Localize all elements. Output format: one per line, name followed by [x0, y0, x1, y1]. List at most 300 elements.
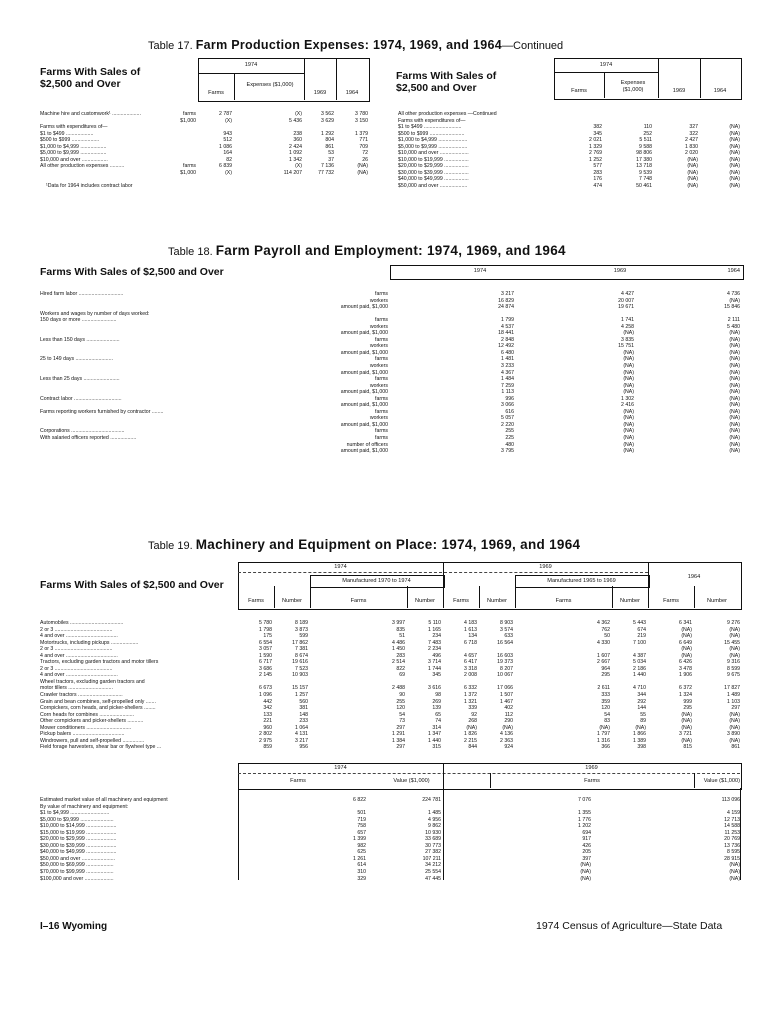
- row-value: 83: [604, 718, 610, 725]
- row-value: 625: [357, 849, 366, 856]
- row-value: 4 131: [295, 731, 308, 738]
- row-value: 1 389: [633, 737, 646, 744]
- row-label: $10,000 and over ..................: [40, 156, 108, 163]
- table19-value-h-farms-2: Farms: [584, 778, 600, 784]
- row-value: 1 485: [428, 810, 441, 817]
- row-value: 234: [432, 633, 441, 640]
- row-value: 3 318: [464, 665, 477, 672]
- row-label: Other cornpickers and picker-shellers ...........: [40, 718, 144, 725]
- table19-value-1969: 1969: [585, 765, 598, 771]
- row-value: (NA): [729, 330, 740, 337]
- row-label: All other production expenses ..........: [40, 163, 125, 170]
- table17-suffix: —Continued: [502, 40, 564, 52]
- row-value: 2 848: [501, 336, 514, 343]
- row-value: 3 686: [259, 665, 272, 672]
- row-value: 8 595: [727, 849, 740, 856]
- table18-table: [38, 291, 742, 455]
- row-value: 342: [263, 705, 272, 712]
- row-label: $1 to $499 ..........................: [398, 124, 462, 131]
- row-value: (NA): [580, 862, 591, 869]
- table17-right-farms: Farms: [571, 88, 587, 94]
- row-value: 2 424: [289, 143, 302, 150]
- row-value: 297: [396, 744, 405, 751]
- row-value: 344: [637, 692, 646, 699]
- row-value: 2 787: [219, 111, 232, 117]
- row-label: $20,000 to $29,999 .....................: [40, 836, 117, 843]
- table19-h-number-2: Number: [415, 598, 435, 604]
- row-value: (NA): [681, 711, 692, 718]
- row-value: 90: [399, 692, 405, 699]
- row-unit: workers: [369, 415, 388, 422]
- table18-title-text: Farm Payroll and Employment: 1974, 1969, and 1964: [215, 243, 566, 258]
- row-label: $40,000 to $49,999 .................: [398, 176, 469, 183]
- row-unit: farms: [375, 336, 388, 343]
- row-value: 30 773: [425, 842, 441, 849]
- row-value: 5 443: [633, 620, 646, 626]
- row-label: 4 and over ....................................: [40, 652, 118, 659]
- row-value: (NA): [580, 875, 591, 882]
- row-value: 3 997: [392, 620, 405, 626]
- row-label: Estimated market value of all machinery and equipment: [40, 797, 168, 803]
- row-unit: farms: [375, 376, 388, 383]
- row-value: 345: [593, 130, 602, 137]
- row-unit: farms: [375, 395, 388, 402]
- row-label: Motortrucks, including pickups ...................: [40, 639, 139, 646]
- row-value: 1 261: [353, 855, 366, 862]
- row-value: 1 484: [501, 376, 514, 383]
- row-value: 2 488: [392, 685, 405, 692]
- row-value: (NA): [729, 363, 740, 370]
- row-value: (NA): [729, 441, 740, 448]
- row-value: 694: [582, 829, 591, 836]
- row-value: 333: [601, 692, 610, 699]
- table19-title: [148, 537, 580, 552]
- row-label: Pickup balers ....................................: [40, 731, 125, 738]
- row-value: 27 382: [425, 849, 441, 856]
- row-value: 3 795: [501, 448, 514, 455]
- row-value: 4 657: [464, 652, 477, 659]
- row-value: 657: [357, 829, 366, 836]
- row-label: Tractors, excluding garden tractors and motor tillers: [40, 659, 159, 666]
- row-value: 77 732: [318, 169, 334, 176]
- table-row: [38, 744, 742, 751]
- row-unit: amount paid, $1,000: [340, 304, 388, 311]
- row-value: 54: [399, 711, 405, 718]
- row-value: (NA): [729, 402, 740, 409]
- row-value: 16 829: [498, 297, 514, 304]
- row-value: 999: [683, 698, 692, 705]
- row-value: (NA): [729, 163, 740, 170]
- row-value: 1 741: [621, 317, 634, 324]
- row-label: $10,000 and over ....................: [398, 150, 469, 157]
- row-value: 322: [689, 130, 698, 137]
- row-value: 69: [399, 672, 405, 679]
- row-value: (NA): [623, 428, 634, 435]
- row-value: 9 588: [639, 143, 652, 150]
- row-value: 283: [396, 652, 405, 659]
- row-label: $5,000 to $9,999 ..................: [40, 150, 107, 157]
- row-value: 2 363: [500, 737, 513, 744]
- row-value: 1 830: [685, 143, 698, 150]
- table18-col-1969: 1969: [613, 268, 627, 274]
- table17-stub-head-right: Farms With Sales of $2,500 and Over: [396, 70, 497, 94]
- row-value: 815: [683, 744, 692, 751]
- row-value: 7 136: [321, 163, 334, 170]
- row-value: (NA): [729, 156, 740, 163]
- row-value: 4 362: [597, 620, 610, 626]
- row-value: (NA): [623, 415, 634, 422]
- row-value: 1 103: [727, 698, 740, 705]
- table19-value-h-value-1: Value ($1,000): [393, 778, 430, 784]
- row-value: 1 342: [289, 156, 302, 163]
- row-label: $5,000 to $9,999 ....................: [398, 143, 468, 150]
- row-value: 2 427: [685, 137, 698, 144]
- row-value: 28 915: [724, 855, 740, 862]
- row-unit: farms: [375, 428, 388, 435]
- row-value: 54: [604, 711, 610, 718]
- row-value: 6 673: [259, 685, 272, 692]
- row-value: 1 440: [633, 672, 646, 679]
- row-label: Corn heads for combines ........................: [40, 711, 134, 718]
- row-value: (X): [225, 117, 232, 124]
- row-value: (NA): [729, 183, 740, 190]
- row-value: 24 874: [498, 304, 514, 311]
- table-row: [38, 170, 370, 177]
- row-value: (NA): [681, 652, 692, 659]
- row-label: 4 and over ....................................: [40, 633, 118, 640]
- row-value: 1 776: [578, 816, 591, 823]
- row-unit: farms: [375, 435, 388, 442]
- row-value: 4 183: [464, 620, 477, 626]
- row-value: 16 564: [497, 639, 513, 646]
- row-value: 7 076: [578, 797, 591, 803]
- row-value: (NA): [357, 163, 368, 170]
- row-value: 164: [223, 150, 232, 157]
- row-value: 1 481: [501, 356, 514, 363]
- table19-h-farms-3: Farms: [453, 598, 469, 604]
- row-value: (NA): [729, 448, 740, 455]
- row-unit: farms: [183, 111, 196, 117]
- row-value: 6 332: [464, 685, 477, 692]
- row-value: 133: [263, 711, 272, 718]
- row-value: (NA): [729, 137, 740, 144]
- row-value: 8 674: [295, 652, 308, 659]
- row-value: 92: [471, 711, 477, 718]
- row-value: 269: [432, 698, 441, 705]
- row-value: (NA): [729, 130, 740, 137]
- row-value: (NA): [729, 646, 740, 653]
- row-value: 943: [223, 130, 232, 137]
- row-value: 2 416: [621, 402, 634, 409]
- row-value: 4 736: [727, 291, 740, 297]
- row-value: (NA): [502, 724, 513, 731]
- row-value: 53: [328, 150, 334, 157]
- row-label: $5,000 to $9,999 .......................: [40, 816, 114, 823]
- row-value: 107 211: [422, 855, 441, 862]
- row-value: (X): [225, 169, 232, 176]
- row-value: 12 492: [498, 343, 514, 350]
- row-value: 859: [263, 744, 272, 751]
- row-value: (NA): [729, 349, 740, 356]
- row-value: 2 769: [589, 150, 602, 157]
- row-value: 233: [299, 718, 308, 725]
- row-value: 7 100: [633, 639, 646, 646]
- row-value: 1 607: [597, 652, 610, 659]
- row-value: 225: [505, 435, 514, 442]
- row-value: 17 862: [292, 639, 308, 646]
- row-label: $50,000 and over ...................: [398, 183, 468, 190]
- row-value: 114 207: [283, 169, 302, 176]
- row-value: 861: [731, 744, 740, 751]
- row-value: (NA): [729, 389, 740, 396]
- row-value: 2 111: [727, 317, 740, 324]
- row-value: (NA): [580, 869, 591, 876]
- row-label: With salaried officers reported ..................: [40, 435, 137, 442]
- row-value: 956: [299, 744, 308, 751]
- row-value: 7 259: [501, 382, 514, 389]
- row-value: 3 574: [500, 626, 513, 633]
- row-value: 1 096: [259, 692, 272, 699]
- row-value: 9 539: [639, 169, 652, 176]
- row-value: 3 629: [321, 117, 334, 124]
- table17-left-1964: 1964: [345, 90, 359, 96]
- row-unit: $1,000: [180, 117, 196, 124]
- row-value: 1 440: [428, 737, 441, 744]
- row-value: 8 903: [500, 620, 513, 626]
- row-value: 1 316: [597, 737, 610, 744]
- row-unit: farms: [375, 291, 388, 297]
- table17-right-table: [396, 111, 742, 190]
- row-value: 359: [601, 698, 610, 705]
- row-value: 1 329: [589, 143, 602, 150]
- row-value: (NA): [729, 343, 740, 350]
- row-value: 1 826: [464, 731, 477, 738]
- row-value: 758: [357, 823, 366, 830]
- row-unit: amount paid, $1,000: [340, 402, 388, 409]
- row-value: 255: [505, 428, 514, 435]
- row-label: Corporations .....................................: [40, 428, 125, 435]
- row-value: 5 436: [289, 117, 302, 124]
- row-value: (NA): [729, 869, 740, 876]
- row-value: (NA): [623, 349, 634, 356]
- row-value: 6 717: [259, 659, 272, 666]
- row-value: 329: [357, 875, 366, 882]
- row-value: 1 507: [500, 692, 513, 699]
- row-value: 1 590: [259, 652, 272, 659]
- row-label: Farms with expenditures of—: [398, 117, 466, 124]
- row-value: 175: [263, 633, 272, 640]
- row-value: 366: [601, 744, 610, 751]
- row-value: 7 483: [428, 639, 441, 646]
- row-value: 139: [432, 705, 441, 712]
- table17-left-table: [38, 111, 370, 176]
- row-value: 55: [640, 711, 646, 718]
- row-value: 5 110: [428, 620, 441, 626]
- row-value: 113 096: [721, 797, 740, 803]
- row-label: $1 to $4,999 ...........................: [40, 810, 110, 817]
- row-value: 1 202: [578, 823, 591, 830]
- row-value: 844: [468, 744, 477, 751]
- table19-mfd-1969: Manufactured 1965 to 1969: [547, 578, 616, 584]
- row-unit: workers: [369, 323, 388, 330]
- row-value: 4 330: [597, 639, 610, 646]
- table19-h-number-1: Number: [282, 598, 302, 604]
- row-value: 17 066: [497, 685, 513, 692]
- row-label: Workers and wages by number of days worked:: [40, 310, 150, 317]
- row-value: 719: [357, 816, 366, 823]
- table18-number: Table 18.: [168, 246, 213, 258]
- row-label: $20,000 to $29,999 .................: [398, 163, 469, 170]
- row-value: 6 822: [353, 797, 366, 803]
- row-value: 224 781: [422, 797, 441, 803]
- row-value: 297: [396, 724, 405, 731]
- row-label: 2 or 3 ........................................: [40, 626, 113, 633]
- row-value: 771: [359, 137, 368, 144]
- table-row: [396, 183, 742, 190]
- row-value: 10 930: [425, 829, 441, 836]
- row-value: 17 380: [636, 156, 652, 163]
- row-value: 15 157: [292, 685, 308, 692]
- row-value: 3 714: [428, 659, 441, 666]
- row-value: 134: [468, 633, 477, 640]
- row-label: Cornpickers, corn heads, and picker-shellers ........: [40, 705, 156, 712]
- row-label: Field forage harvesters, shear bar or flywheel type ...: [40, 744, 162, 751]
- row-value: 50: [604, 633, 610, 640]
- row-value: 2 186: [633, 665, 646, 672]
- row-value: 4 956: [428, 816, 441, 823]
- row-value: 33 689: [425, 836, 441, 843]
- row-value: (NA): [687, 183, 698, 190]
- row-value: 3 150: [355, 117, 368, 124]
- row-value: (NA): [729, 176, 740, 183]
- row-unit: amount paid, $1,000: [340, 330, 388, 337]
- row-value: 13 736: [724, 842, 740, 849]
- table17-footnote: ¹Data for 1964 includes contract labor: [46, 183, 133, 189]
- table17-right-1969: 1969: [672, 88, 686, 94]
- table17-right-1974: 1974: [599, 62, 613, 68]
- row-value: 295: [683, 705, 692, 712]
- row-value: 15 846: [724, 304, 740, 311]
- row-value: (NA): [729, 724, 740, 731]
- row-value: 74: [435, 718, 441, 725]
- row-label: $15,000 to $19,999 .....................: [40, 829, 117, 836]
- row-value: 47 445: [425, 875, 441, 882]
- row-value: (NA): [687, 169, 698, 176]
- table17-right-1964: 1964: [713, 88, 727, 94]
- row-value: 1 302: [621, 395, 634, 402]
- row-unit: farms: [375, 317, 388, 324]
- row-value: (NA): [729, 711, 740, 718]
- row-value: 1 797: [597, 731, 610, 738]
- row-value: 3 478: [679, 665, 692, 672]
- row-label: $30,000 to $39,999 .....................: [40, 842, 117, 849]
- row-value: (NA): [681, 724, 692, 731]
- row-label: [38, 170, 164, 177]
- table17-left-1969: 1969: [313, 90, 327, 96]
- row-value: (NA): [681, 626, 692, 633]
- row-value: 1 799: [501, 317, 514, 324]
- row-value: 382: [593, 124, 602, 131]
- row-value: 19 373: [497, 659, 513, 666]
- row-value: (NA): [599, 724, 610, 731]
- row-label: $30,000 to $39,999 .................: [398, 169, 469, 176]
- row-value: (NA): [729, 875, 740, 882]
- row-value: 996: [505, 395, 514, 402]
- row-value: (NA): [635, 724, 646, 731]
- row-value: 360: [293, 137, 302, 144]
- row-value: 512: [223, 137, 232, 144]
- row-value: 2 020: [685, 150, 698, 157]
- row-value: 26: [362, 156, 368, 163]
- row-value: 7 381: [295, 646, 308, 653]
- row-value: (NA): [729, 382, 740, 389]
- row-value: 110: [643, 124, 652, 131]
- row-value: (NA): [729, 633, 740, 640]
- row-value: 2 234: [428, 646, 441, 653]
- footer-page-label: I–16 Wyoming: [40, 921, 108, 932]
- table17-title-text: Farm Production Expenses: 1974, 1969, and 1964: [195, 38, 503, 52]
- row-value: 176: [593, 176, 602, 183]
- row-value: 6 417: [464, 659, 477, 666]
- row-label: $50,000 and over .......................: [40, 855, 115, 862]
- row-value: (NA): [729, 169, 740, 176]
- row-value: 2 008: [464, 672, 477, 679]
- row-value: 2 215: [464, 737, 477, 744]
- row-value: 4 159: [727, 810, 740, 817]
- row-value: 98 806: [636, 150, 652, 157]
- table17-left-expenses: Expenses ($1,000): [246, 82, 294, 88]
- row-value: 205: [582, 849, 591, 856]
- row-value: 3 217: [295, 737, 308, 744]
- row-value: 5 480: [727, 323, 740, 330]
- row-value: 762: [601, 626, 610, 633]
- row-value: (NA): [623, 369, 634, 376]
- row-value: (NA): [623, 376, 634, 383]
- row-label: Grain and bean combines, self-propelled only .......: [40, 698, 156, 705]
- row-value: 2 802: [259, 731, 272, 738]
- row-value: (NA): [687, 176, 698, 183]
- row-value: 835: [396, 626, 405, 633]
- row-value: 4 136: [500, 731, 513, 738]
- row-value: (NA): [623, 441, 634, 448]
- row-value: 9 276: [727, 620, 740, 626]
- table17-left-farms: Farms: [208, 90, 224, 96]
- row-value: 496: [432, 652, 441, 659]
- row-value: 1 744: [428, 665, 441, 672]
- row-value: 1 324: [679, 692, 692, 699]
- row-value: (X): [295, 111, 302, 117]
- row-value: (NA): [623, 435, 634, 442]
- table19-h-number-5: Number: [707, 598, 727, 604]
- row-value: 221: [263, 718, 272, 725]
- row-value: 18 441: [498, 330, 514, 337]
- row-value: 960: [263, 724, 272, 731]
- row-unit: workers: [369, 343, 388, 350]
- row-label: Crawler tractors ...............................: [40, 692, 123, 699]
- row-value: 2 975: [259, 737, 272, 744]
- table17-left-1974: 1974: [244, 62, 258, 68]
- row-unit: workers: [369, 297, 388, 304]
- row-label: Windrowers, pull and self-propelled ...............: [40, 737, 145, 744]
- row-value: 15 751: [618, 343, 634, 350]
- row-label: Hired farm labor ...............................: [40, 291, 124, 297]
- row-label: $10,000 to $19,999 .................: [398, 156, 469, 163]
- table18-title: [168, 243, 566, 258]
- row-value: 474: [593, 183, 602, 190]
- row-unit: farms: [183, 163, 196, 170]
- row-value: (NA): [623, 448, 634, 455]
- row-value: (NA): [681, 737, 692, 744]
